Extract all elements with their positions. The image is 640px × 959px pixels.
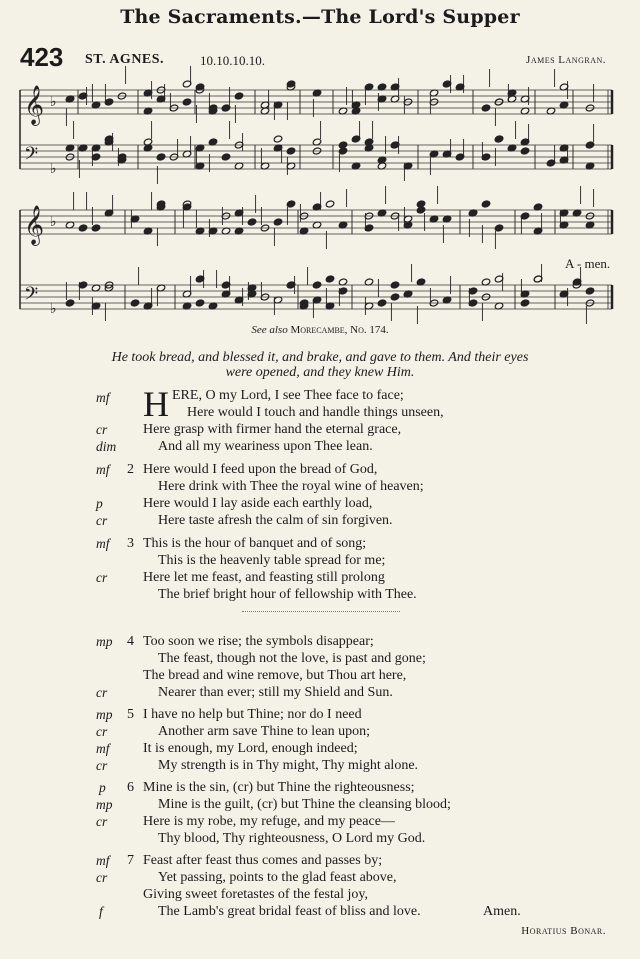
verse-1-line-1: ERE, O my Lord, I see Thee face to face; <box>172 388 404 403</box>
verse-3-line-2: This is the heavenly table spread for me; <box>158 553 386 568</box>
epigraph-line-1: He took bread, and blessed it, and brake, and gave to them. And their eyes <box>111 350 529 365</box>
verse-6-line-3: Here is my robe, my refuge, and my peace— <box>143 814 395 829</box>
verse-number: 7 <box>127 853 134 868</box>
verse-5-line-3: It is enough, my Lord, enough indeed; <box>143 741 358 756</box>
flat-key-signature-icon: ♭ <box>50 214 57 230</box>
note-head <box>234 92 243 100</box>
note-head <box>130 299 139 307</box>
treble-clef-icon: 𝄞 <box>24 205 45 245</box>
staff-systems <box>20 66 612 324</box>
verse-number: 4 <box>127 634 134 649</box>
dynamic-mark: f <box>99 904 103 919</box>
see-also-ref: Morecambe, No. 174. <box>290 324 389 336</box>
verse-5-line-4: My strength is in Thy might, Thy might alone. <box>158 758 419 773</box>
note-head <box>390 281 399 289</box>
dynamic-mark: mp <box>96 707 113 722</box>
note-head <box>494 224 503 232</box>
verse-6-line-2: Mine is the guilt, (cr) but Thine the cleansing blood; <box>158 797 451 812</box>
note-head <box>78 224 87 232</box>
see-also-prefix: See also <box>251 324 288 336</box>
note-head <box>338 141 347 149</box>
dynamic-mark: mf <box>96 741 110 756</box>
note-head <box>312 281 321 289</box>
dynamic-mark: mf <box>96 390 110 405</box>
dynamic-mark: dim <box>96 439 117 454</box>
verse-5-line-2: Another arm save Thine to lean upon; <box>158 724 371 739</box>
verse-2-line-1: Here would I feed upon the bread of God, <box>143 462 378 477</box>
dynamic-mark: p <box>96 496 103 511</box>
note-head <box>247 218 256 226</box>
drop-cap: H <box>143 384 169 424</box>
tune-name: ST. AGNES. <box>85 52 165 67</box>
note-head <box>325 200 334 208</box>
note-head <box>65 299 74 307</box>
note-head <box>520 299 529 307</box>
verse-3-line-3: Here let me feast, and feasting still prolong <box>143 570 385 585</box>
flat-key-signature-icon: ♭ <box>50 94 57 110</box>
flat-key-signature-icon: ♭ <box>50 161 57 177</box>
dynamic-mark: cr <box>96 724 108 739</box>
music-score <box>0 0 640 330</box>
dynamic-mark: cr <box>96 685 108 700</box>
verse-number: 5 <box>127 707 134 722</box>
verse-4-line-2: The feast, though not the love, is past and gone; <box>158 651 426 666</box>
note-head <box>325 275 334 283</box>
amen: Amen. <box>483 904 521 919</box>
verse-number: 6 <box>127 780 134 795</box>
note-head <box>416 200 425 208</box>
dynamic-mark: cr <box>96 570 108 585</box>
dynamic-mark: cr <box>96 814 108 829</box>
note-head <box>481 104 490 112</box>
bass-clef-icon: 𝄢 <box>24 284 39 309</box>
note-head <box>273 135 282 143</box>
note-head <box>273 218 282 226</box>
composer: James Langran. <box>526 54 606 66</box>
verse-7-line-4: The Lamb's great bridal feast of bliss and love. <box>158 904 421 919</box>
verse-4-line-1: Too soon we rise; the symbols disappear; <box>143 634 374 649</box>
note-head <box>390 293 399 301</box>
bass-clef-icon: 𝄢 <box>24 144 39 169</box>
note-head <box>221 153 230 161</box>
dynamic-mark: cr <box>96 870 108 885</box>
note-head <box>585 287 594 295</box>
dynamic-mark: p <box>99 780 106 795</box>
verse-2-line-3: Here would I lay aside each earthly load, <box>143 496 373 511</box>
note-head <box>377 299 386 307</box>
verse-3-line-4: The brief bright hour of fellowship with Thee. <box>158 587 417 602</box>
hymn-number: 423 <box>20 42 64 72</box>
treble-clef-icon: 𝄞 <box>24 85 45 125</box>
dynamic-mark: mf <box>96 853 110 868</box>
verse-4-line-3: The bread and wine remove, but Thou art here, <box>143 668 407 683</box>
amen-lyric: A - men. <box>565 256 611 271</box>
verse-7-line-3: Giving sweet foretastes of the festal joy, <box>143 887 368 902</box>
dynamic-mark: mp <box>96 634 113 649</box>
verse-6-line-4: Thy blood, Thy righteousness, O Lord my God. <box>158 831 426 846</box>
see-also <box>0 324 640 336</box>
meter: 10.10.10.10. <box>200 53 265 68</box>
verse-7-line-2: Yet passing, points to the glad feast above, <box>158 870 397 885</box>
dynamic-mark: cr <box>96 422 108 437</box>
verse-number: 2 <box>127 462 134 477</box>
note-head <box>481 200 490 208</box>
author: Horatius Bonar. <box>521 925 606 937</box>
verse-1-line-2: Here would I touch and handle things unseen, <box>187 405 444 420</box>
page-header: The Sacraments.—The Lord's Supper <box>120 6 520 28</box>
note-head <box>221 104 230 112</box>
note-head <box>286 147 295 155</box>
verse-7-line-1: Feast after feast thus comes and passes by; <box>143 853 383 868</box>
verse-2-line-2: Here drink with Thee the royal wine of heaven; <box>158 479 424 494</box>
epigraph-line-2: were opened, and they knew Him. <box>225 365 415 380</box>
verse-1-line-3: Here grasp with firmer hand the eternal grace, <box>143 422 402 437</box>
note-head <box>182 98 191 106</box>
note-head <box>585 141 594 149</box>
flat-key-signature-icon: ♭ <box>50 301 57 317</box>
section-divider <box>242 611 400 612</box>
verse-2-line-4: Here taste afresh the calm of sin forgiven. <box>158 513 393 528</box>
verse-5-line-1: I have no help but Thine; nor do I need <box>143 707 362 722</box>
note-head <box>195 299 204 307</box>
dynamic-mark: mf <box>96 462 110 477</box>
verse-6-line-1: Mine is the sin, (cr) but Thine the righteousness; <box>143 780 415 795</box>
dynamic-mark: cr <box>96 513 108 528</box>
verse-number: 3 <box>127 536 134 551</box>
dynamic-mark: mp <box>96 797 113 812</box>
verse-1-line-4: And all my weariness upon Thee lean. <box>158 439 373 454</box>
verse-3-line-1: This is the hour of banquet and of song; <box>143 536 367 551</box>
dynamic-mark: mf <box>96 536 110 551</box>
dynamic-mark: cr <box>96 758 108 773</box>
note-head <box>520 147 529 155</box>
verse-4-line-4: Nearer than ever; still my Shield and Sun. <box>158 685 393 700</box>
note-head <box>91 224 100 232</box>
note-head <box>286 200 295 208</box>
